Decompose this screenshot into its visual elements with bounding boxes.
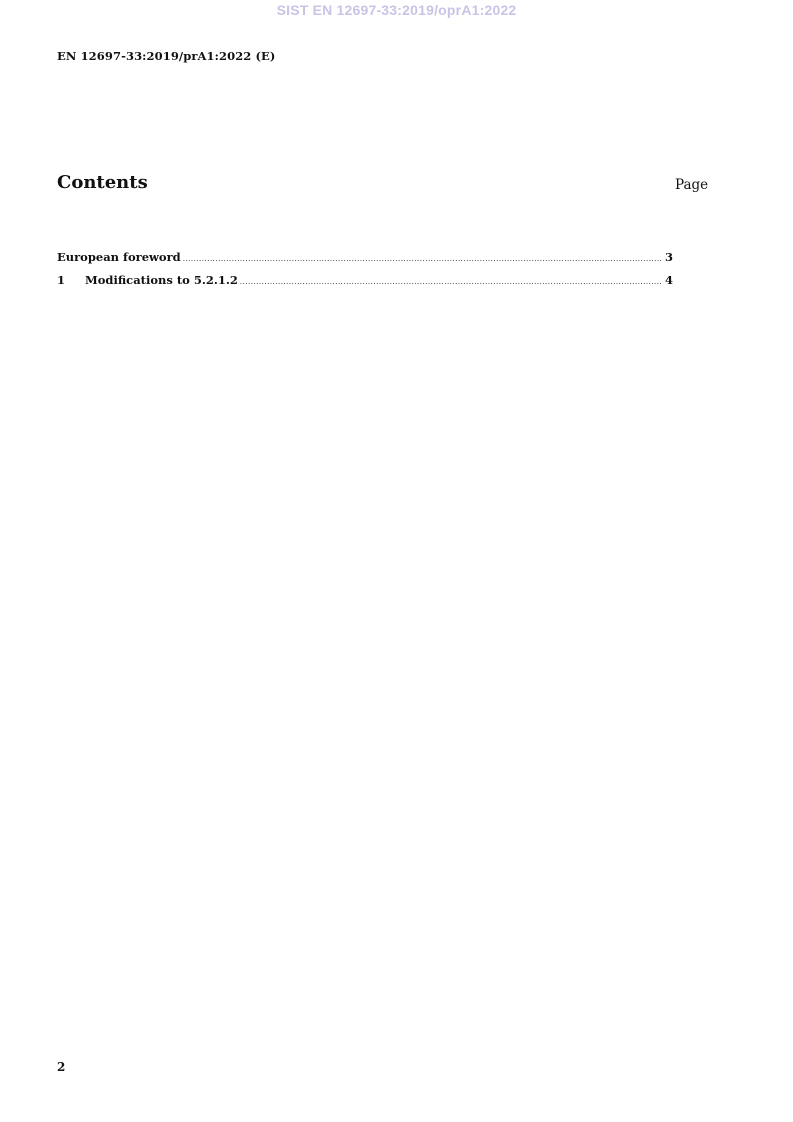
toc-entry-page: 4 [664,273,673,287]
watermark: SIST EN 12697-33:2019/oprA1:2022 [276,2,517,18]
page-column-label: Page [675,177,709,193]
table-of-contents [57,250,673,296]
toc-leader-dots [183,255,663,263]
toc-entry-page: 3 [664,250,673,264]
toc-entry-title: Modifications to 5.2.1.2 [85,273,238,287]
toc-leader-dots [240,278,663,286]
page-number: 2 [57,1060,66,1074]
toc-entry-title: European foreword [57,250,181,264]
contents-heading: Contents [57,172,148,193]
toc-entry-european-foreword[interactable] [57,250,673,273]
toc-entry-number: 1 [57,273,66,287]
document-identifier: EN 12697-33:2019/prA1:2022 (E) [57,49,276,63]
toc-entry-modifications[interactable] [57,273,673,296]
